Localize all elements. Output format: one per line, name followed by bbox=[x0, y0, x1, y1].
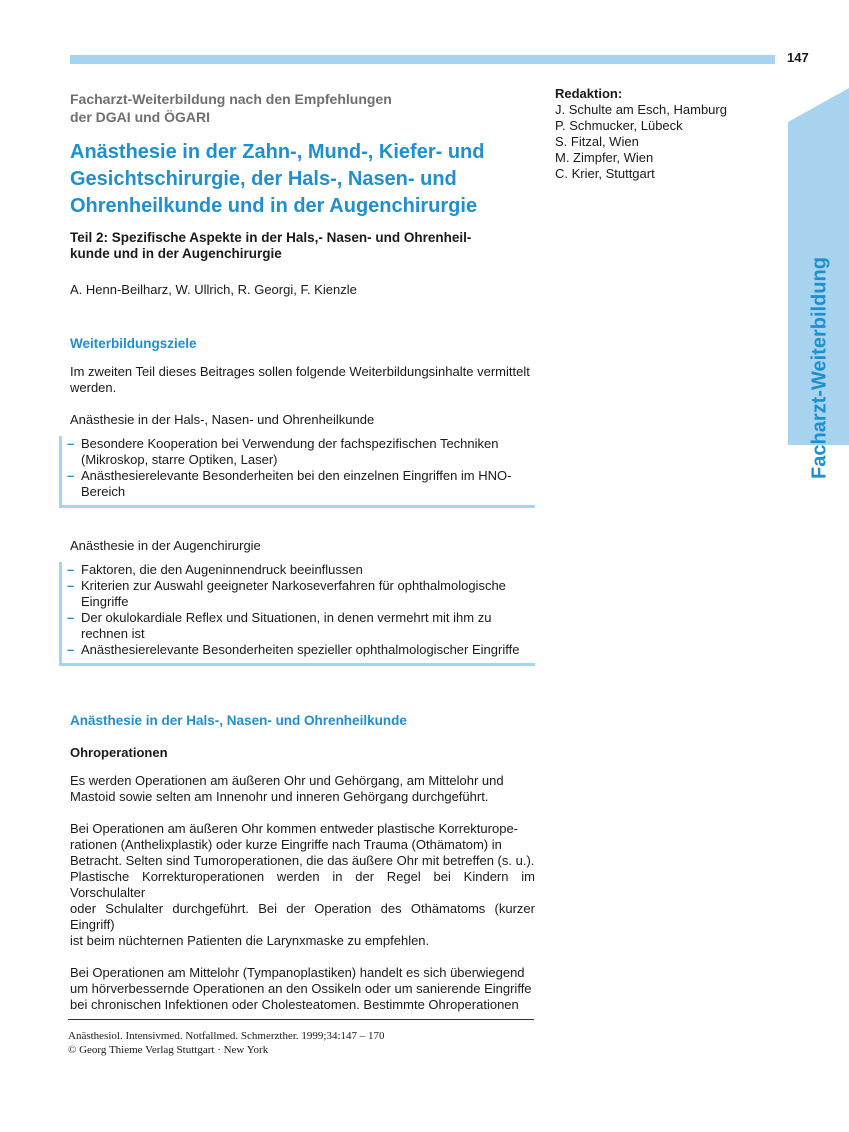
editors-box bbox=[555, 86, 727, 182]
dash-bullet-icon: – bbox=[67, 468, 75, 483]
subtitle-line: kunde und in der Augenchirurgie bbox=[70, 246, 282, 261]
header-color-bar bbox=[70, 55, 775, 64]
list-item bbox=[67, 562, 535, 578]
section-subheading: Ohroperationen bbox=[70, 745, 168, 760]
list-item-line: rechnen ist bbox=[81, 626, 145, 641]
title-line: Anästhesie in der Zahn-, Mund-, Kiefer- und bbox=[70, 141, 485, 163]
editor-name: M. Zimpfer, Wien bbox=[555, 150, 654, 165]
list-item-line: Eingriffe bbox=[81, 594, 129, 609]
article-title bbox=[70, 139, 535, 220]
list-item bbox=[67, 642, 535, 658]
title-line: Gesichtschirurgie, der Hals-, Nasen- und bbox=[70, 168, 457, 190]
paragraph bbox=[70, 773, 535, 805]
list-item-line: Anästhesierelevante Besonderheiten spezieller ophthalmologischer Eingriffe bbox=[81, 642, 520, 657]
list-item bbox=[67, 610, 535, 642]
article-subtitle bbox=[70, 230, 535, 262]
paragraph bbox=[70, 821, 535, 949]
editor-name: S. Fitzal, Wien bbox=[555, 134, 639, 149]
paragraph-line: Bei Operationen am Mittelohr (Tympanoplastiken) handelt es sich überwiegend bbox=[70, 965, 525, 980]
side-tab-label: Facharzt-Weiterbildung bbox=[808, 257, 831, 479]
paragraph-line: Betracht. Selten sind Tumoroperationen, die das äußere Ohr mit betreffen (s. u.). bbox=[70, 853, 535, 868]
dash-bullet-icon: – bbox=[67, 436, 75, 451]
list-item-line: Der okulokardiale Reflex und Situationen, in denen vermehrt mit ihm zu bbox=[81, 610, 492, 625]
footer bbox=[68, 1029, 385, 1057]
section-heading: Anästhesie in der Hals-, Nasen- und Ohrenheilkunde bbox=[70, 713, 407, 728]
subtitle-line: Teil 2: Spezifische Aspekte in der Hals,- Nasen- und Ohrenheil- bbox=[70, 230, 472, 245]
list-item bbox=[67, 578, 535, 610]
paragraph-line: Bei Operationen am äußeren Ohr kommen entweder plastische Korrekturope- bbox=[70, 821, 518, 836]
paragraph-line: oder Schulalter durchgeführt. Bei der Operation des Othämatoms (kurzer Eingriff) bbox=[70, 901, 535, 932]
authors: A. Henn-Beilharz, W. Ullrich, R. Georgi, F. Kienzle bbox=[70, 282, 357, 297]
journal-citation: Anästhesiol. Intensivmed. Notfallmed. Schmerzther. 1999;34:147 – 170 bbox=[68, 1030, 385, 1042]
goals-group2-list bbox=[59, 562, 535, 666]
editor-name: P. Schmucker, Lübeck bbox=[555, 118, 683, 133]
paragraph-line: rationen (Anthelixplastik) oder kurze Eingriffe nach Trauma (Othämatom) in bbox=[70, 837, 502, 852]
dash-bullet-icon: – bbox=[67, 642, 75, 657]
page-number: 147 bbox=[787, 50, 809, 65]
list-item-line: Besondere Kooperation bei Verwendung der fachspezifischen Techniken bbox=[81, 436, 499, 451]
intro-line: Im zweiten Teil dieses Beitrages sollen folgende Weiterbildungsinhalte vermittelt bbox=[70, 364, 530, 379]
list-item-line: Bereich bbox=[81, 484, 126, 499]
paragraph-line: Plastische Korrekturoperationen werden in der Regel bei Kindern im Vorschulalter bbox=[70, 869, 535, 900]
series-line: der DGAI und ÖGARI bbox=[70, 109, 210, 125]
series-line: Facharzt-Weiterbildung nach den Empfehlungen bbox=[70, 91, 392, 107]
main-column bbox=[67, 90, 535, 1013]
list-item bbox=[67, 436, 535, 468]
list-item-line: (Mikroskop, starre Optiken, Laser) bbox=[81, 452, 278, 467]
paragraph bbox=[70, 965, 535, 1013]
list-item-line: Kriterien zur Auswahl geeigneter Narkoseverfahren für ophthalmologische bbox=[81, 578, 506, 593]
copyright: © Georg Thieme Verlag Stuttgart · New York bbox=[68, 1044, 269, 1056]
dash-bullet-icon: – bbox=[67, 610, 75, 625]
goals-heading: Weiterbildungsziele bbox=[70, 336, 197, 351]
goals-group1-list bbox=[59, 436, 535, 508]
paragraph-line: ist beim nüchternen Patienten die Larynxmaske zu empfehlen. bbox=[70, 933, 430, 948]
paragraph-line: um hörverbessernde Operationen an den Ossikeln oder um sanierende Eingriffe bbox=[70, 981, 532, 996]
list-item-line: Faktoren, die den Augeninnendruck beeinflussen bbox=[81, 562, 363, 577]
dash-bullet-icon: – bbox=[67, 578, 75, 593]
goals-group1-label: Anästhesie in der Hals-, Nasen- und Ohrenheilkunde bbox=[70, 412, 375, 427]
footer-rule bbox=[68, 1019, 534, 1020]
goals-intro bbox=[70, 364, 535, 396]
paragraph-line: Es werden Operationen am äußeren Ohr und Gehörgang, am Mittelohr und bbox=[70, 773, 504, 788]
editors-heading: Redaktion: bbox=[555, 86, 623, 101]
list-item-line: Anästhesierelevante Besonderheiten bei den einzelnen Eingriffen im HNO- bbox=[81, 468, 512, 483]
goals-group2-label: Anästhesie in der Augenchirurgie bbox=[70, 538, 261, 553]
series-heading bbox=[70, 90, 535, 126]
list-item bbox=[67, 468, 535, 500]
editor-name: C. Krier, Stuttgart bbox=[555, 166, 655, 181]
editor-name: J. Schulte am Esch, Hamburg bbox=[555, 102, 727, 117]
paragraph-line: Mastoid sowie selten am Innenohr und inneren Gehörgang durchgeführt. bbox=[70, 789, 489, 804]
intro-line: werden. bbox=[70, 380, 117, 395]
paragraph-line: bei chronischen Infektionen oder Cholesteatomen. Bestimmte Ohroperationen bbox=[70, 997, 519, 1012]
title-line: Ohrenheilkunde und in der Augenchirurgie bbox=[70, 195, 478, 217]
dash-bullet-icon: – bbox=[67, 562, 75, 577]
